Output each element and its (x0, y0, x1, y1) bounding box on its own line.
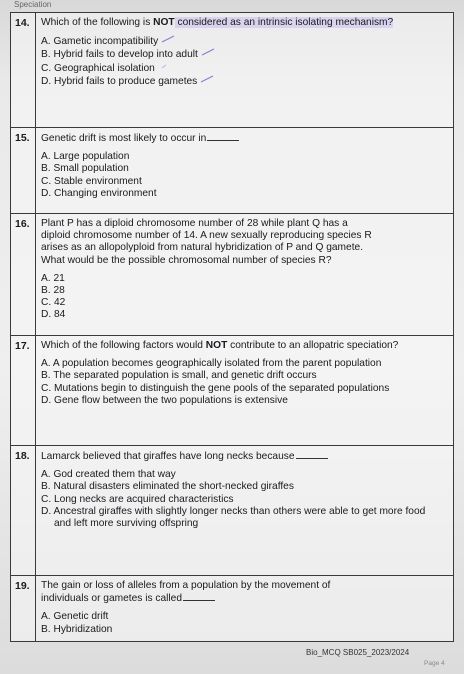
option-d-continuation: and left more surviving offspring (54, 518, 199, 530)
option-b[interactable]: B. Hybridization (41, 623, 113, 635)
option-a[interactable]: A. God created them that way (41, 469, 176, 481)
question-14 (11, 13, 453, 127)
option-c[interactable]: C. Geographical isolation (41, 62, 449, 75)
question-number: 18. (15, 450, 30, 462)
question-18 (11, 445, 453, 575)
question-number: 15. (15, 132, 30, 144)
question-15 (11, 127, 453, 213)
option-c[interactable]: C. Stable environment (41, 175, 142, 187)
tick-mark-icon (161, 35, 175, 43)
question-19 (11, 575, 453, 642)
tick-mark-icon (201, 48, 215, 56)
question-16 (11, 213, 453, 335)
footer-code: Bio_MCQ SB025_2023/2024 (306, 648, 410, 657)
question-sheet (10, 12, 454, 642)
question-number: 19. (15, 580, 30, 592)
question-body (41, 17, 449, 88)
option-a[interactable]: A. Genetic drift (41, 611, 109, 623)
question-text: Which of the following factors would NOT contribute to an allopatric speciation? (41, 340, 399, 351)
question-text: Plant P has a diploid chromosome number of 28 while plant Q has a diploid chromosome number of 14. A new sexually reproducing species R arises as an allopolyploid from natural hybridization of P and Q gamete. What would be the possible chromosomal number of species R? (41, 218, 372, 266)
option-a[interactable]: A. Gametic incompatibility (41, 35, 449, 48)
question-body (41, 580, 449, 636)
question-number: 14. (15, 17, 30, 29)
question-text: Which of the following is NOT considered as an intrinsic isolating mechanism? (41, 17, 394, 28)
option-b[interactable]: B. Natural disasters eliminated the short-necked giraffes (41, 481, 294, 493)
option-c[interactable]: C. Long necks are acquired characteristics (41, 493, 234, 505)
question-body (41, 450, 449, 530)
option-d[interactable]: D. 84 (41, 309, 66, 321)
option-b[interactable]: B. Hybrid fails to develop into adult (41, 48, 449, 61)
option-d[interactable]: D. Gene flow between the two populations is extensive (41, 394, 288, 406)
question-body (41, 218, 449, 322)
option-b[interactable]: B. 28 (41, 285, 65, 297)
question-17 (11, 335, 453, 445)
option-c[interactable]: C. 42 (41, 297, 66, 309)
question-body (41, 132, 449, 200)
question-number: 16. (15, 218, 30, 230)
option-a[interactable]: A. A population becomes geographically isolated from the parent population (41, 358, 382, 370)
option-d[interactable]: D. Ancestral giraffes with slightly longer necks than others were able to get more food (41, 505, 426, 517)
option-b[interactable]: B. The separated population is small, and genetic drift occurs (41, 370, 317, 382)
tick-mark-icon (200, 75, 214, 83)
page-number: Page 4 (424, 660, 445, 667)
option-c[interactable]: C. Mutations begin to distinguish the gene pools of the separated populations (41, 382, 390, 394)
option-a[interactable]: A. Large population (41, 151, 130, 163)
header-note: Speciation (14, 0, 52, 9)
answer-blank (207, 132, 239, 141)
option-b[interactable]: B. Small population (41, 163, 129, 175)
question-body (41, 340, 449, 407)
option-d[interactable]: D. Hybrid fails to produce gametes (41, 75, 449, 88)
question-text: The gain or loss of alleles from a population by the movement of individuals or gametes is called (41, 580, 331, 605)
question-text: Lamarck believed that giraffes have long necks because (41, 450, 449, 463)
answer-blank (296, 450, 328, 459)
option-d[interactable]: D. Changing environment (41, 187, 157, 199)
tick-mark-icon (158, 62, 172, 70)
answer-blank (183, 592, 215, 601)
question-text: Genetic drift is most likely to occur in (41, 132, 449, 145)
option-a[interactable]: A. 21 (41, 272, 65, 284)
question-number: 17. (15, 340, 30, 352)
